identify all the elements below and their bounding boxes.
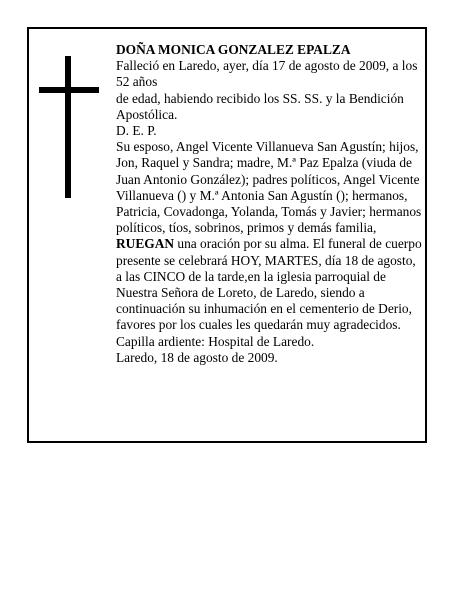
death-announcement: Falleció en Laredo, ayer, día 17 de agosto de 2009, a los 52 años xyxy=(116,58,418,90)
deceased-name: DOÑA MONICA GONZALEZ EPALZA xyxy=(116,42,351,57)
funeral-details: una oración por su alma. El funeral de cuerpo presente se celebrará HOY, MARTES, día 18 de agosto, a las CINCO de la tarde,en la iglesia parroquial de Nuestra Señora de Loreto, de Laredo, siendo a continuación su inhumación en el cementerio de Derio, favores por los cuales les quedarán muy agradecidos. xyxy=(116,236,422,333)
notice-text xyxy=(116,42,422,366)
place-date: Laredo, 18 de agosto de 2009. xyxy=(116,349,278,365)
obituary-notice xyxy=(27,27,427,443)
cross-icon xyxy=(39,56,99,198)
sacraments-line: de edad, habiendo recibido los SS. SS. y la Bendición Apostólica. xyxy=(116,90,404,122)
dep-line: D. E. P. xyxy=(116,123,157,139)
funeral-request xyxy=(116,236,422,333)
cross-horizontal-bar xyxy=(39,87,99,93)
cross-vertical-bar xyxy=(65,56,71,198)
family-list: Su esposo, Angel Vicente Villanueva San Agustín; hijos, Jon, Raquel y Sandra; madre, M.ª Paz Epalza (viuda de Juan Antonio González); padres políticos, Angel Vicente Villanueva () y M.ª Antonia San Agustín (); hermanos, Patricia, Covadonga, Yolanda, Tomás y Javier; hermanos políticos, tíos, sobrinos, primos y demás familia, xyxy=(116,139,422,236)
chapel-line: Capilla ardiente: Hospital de Laredo. xyxy=(116,333,315,349)
ruegan-word: RUEGAN xyxy=(116,236,175,252)
